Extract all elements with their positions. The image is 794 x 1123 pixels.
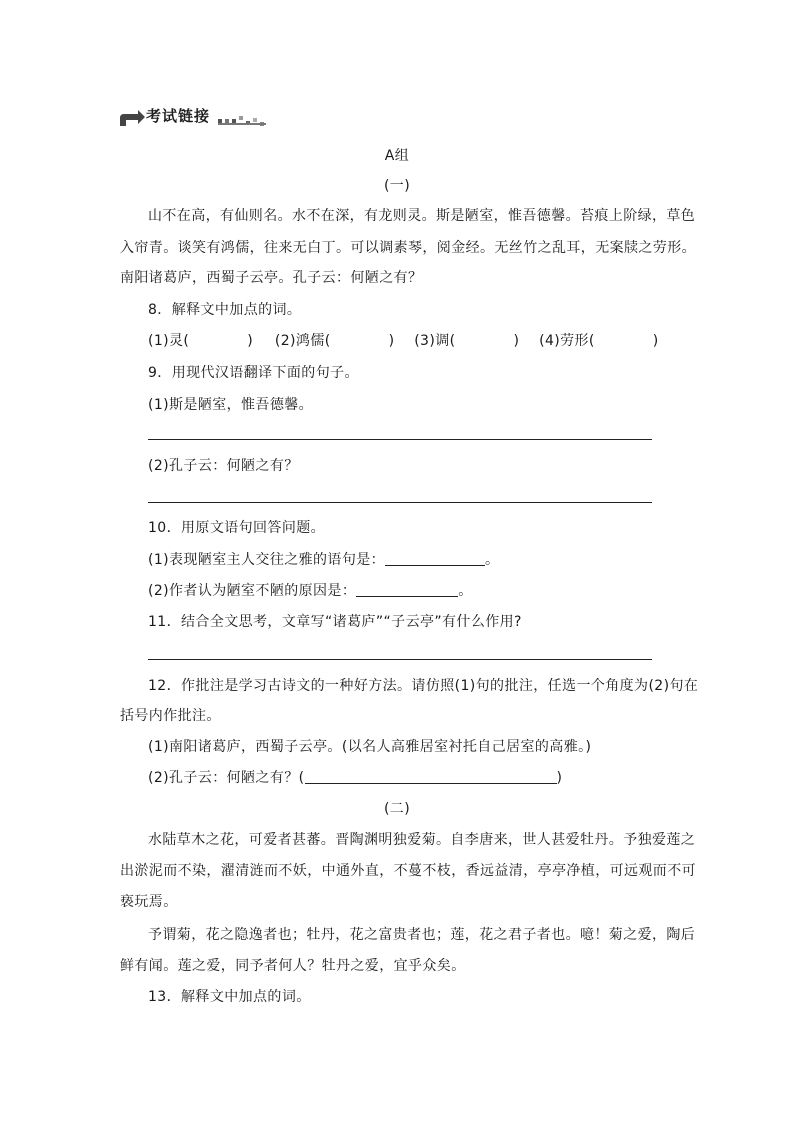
answer-line[interactable] [148, 502, 652, 503]
question-11-stem: 11．结合全文思考，文章写“诸葛庐”“子云亭”有什么作用? [148, 614, 522, 630]
question-13-stem: 13．解释文中加点的词。 [148, 989, 311, 1005]
question-8-items [148, 331, 659, 351]
q8-item-3-label: (3)调( [414, 333, 456, 349]
passage-3-line: 予谓菊，花之隐逸者也；牡丹，花之富贵者也；莲，花之君子者也。噫！菊之爱，陶后 [148, 927, 696, 943]
q12-task-text: (2)孔子云：何陋之有？( [148, 770, 305, 786]
question-10-sub-2 [148, 581, 473, 601]
passage-2-line: 亵玩焉。 [120, 894, 178, 910]
q10-sub-1-text: (1)表现陋室主人交往之雅的语句是： [148, 552, 386, 568]
passage-3-line: 鲜有闻。莲之爱，同予者何人？牡丹之爱，宜乎众矣。 [120, 958, 466, 974]
q8-item-2-label: (2)鸿儒( [274, 333, 331, 349]
question-9-stem: 9．用现代汉语翻译下面的句子。 [148, 365, 359, 381]
q8-item-1-label: (1)灵( [148, 333, 190, 349]
q8-item-4-label: (4)劳形( [539, 333, 595, 349]
banner-title: 考试链接 [146, 107, 211, 125]
question-12-stem: 12．作批注是学习古诗文的一种好方法。请仿照(1)句的批注，任选一个角度为(2)句在 [148, 678, 699, 694]
passage-2-line: 水陆草木之花，可爱者甚蕃。晋陶渊明独爱菊。自李唐来，世人甚爱牡丹。予独爱莲之 [148, 832, 696, 848]
q10-sub-1-period: 。 [485, 552, 500, 568]
q12-task-close: ) [556, 770, 563, 786]
answer-line[interactable] [148, 439, 652, 440]
section-heading-1: (一) [383, 178, 411, 194]
q8-item-2-close: ) [388, 333, 395, 349]
question-9-sentence-1: (1)斯是陋室，惟吾德馨。 [148, 397, 314, 413]
q8-item-1-close: ) [247, 333, 254, 349]
answer-line[interactable] [148, 659, 652, 660]
q10-sub-2-period: 。 [458, 583, 473, 599]
q10-sub-1-blank[interactable] [385, 551, 485, 566]
passage-2-line: 出淤泥而不染，濯清涟而不妖，中通外直，不蔓不枝，香远益清，亭亭净植，可远观而不可 [120, 863, 696, 879]
passage-1-line: 南阳诸葛庐，西蜀子云亭。孔子云：何陋之有？ [120, 270, 423, 286]
q10-sub-2-text: (2)作者认为陋室不陋的原因是： [148, 583, 357, 599]
passage-1-line: 入帘青。谈笑有鸿儒，往来无白丁。可以调素琴，阅金经。无丝竹之乱耳，无案牍之劳形。 [120, 240, 696, 256]
q12-annotation-blank[interactable] [305, 769, 557, 784]
question-12-example: (1)南阳诸葛庐，西蜀子云亭。(以名人高雅居室衬托自己居室的高雅。) [148, 739, 592, 755]
passage-1-line: 山不在高，有仙则名。水不在深，有龙则灵。斯是陋室，惟吾德馨。苔痕上阶绿，草色 [148, 208, 696, 224]
section-heading-2: (二) [383, 801, 411, 817]
q8-item-3-close: ) [513, 333, 520, 349]
group-title: A组 [384, 148, 410, 164]
q10-sub-2-blank[interactable] [356, 582, 458, 597]
q8-item-4-close: ) [652, 333, 659, 349]
question-8-stem: 8．解释文中加点的词。 [148, 302, 302, 318]
question-9-sentence-2: (2)孔子云：何陋之有？ [148, 458, 299, 474]
question-12-task [148, 768, 562, 788]
section-banner [118, 104, 270, 128]
question-10-stem: 10．用原文语句回答问题。 [148, 520, 326, 536]
question-12-stem-cont: 括号内作批注。 [120, 708, 221, 724]
question-10-sub-1 [148, 550, 499, 570]
